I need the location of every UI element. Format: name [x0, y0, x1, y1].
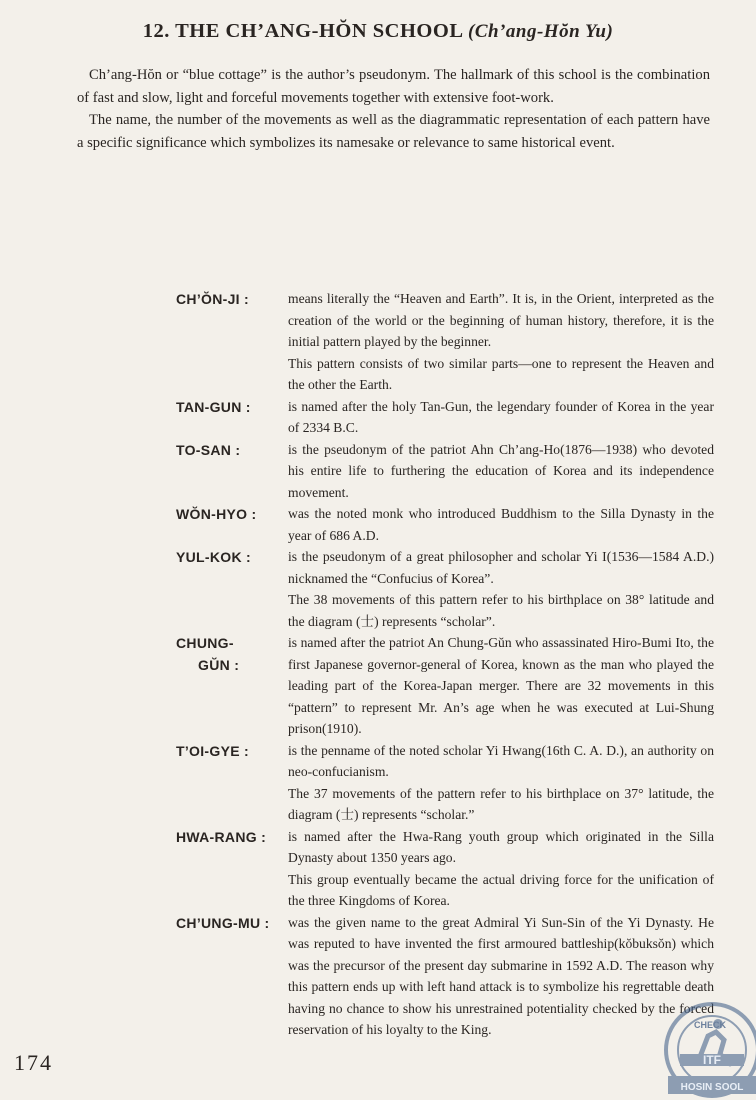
pattern-name — [176, 632, 288, 740]
description-paragraph: means literally the “Heaven and Earth”. It is, in the Orient, interpreted as the creation of the world or the beginning of human history, therefore, it is the initial pattern played by the beginner. — [288, 291, 714, 349]
pattern-name — [176, 740, 288, 826]
pattern-name — [176, 439, 288, 504]
intro-paragraph: Ch’ang-Hŏn or “blue cottage” is the author’s pseudonym. The hallmark of this school is the combination of fast and slow, light and forceful movements together with extensive foot-work. — [77, 67, 710, 106]
description-paragraph: is named after the holy Tan-Gun, the legendary founder of Korea in the year of 2334 B.C. — [288, 398, 714, 435]
description-paragraph: was the noted monk who introduced Buddhism to the Silla Dynasty in the year of 686 A.D. — [288, 506, 714, 543]
pattern-description — [288, 546, 714, 632]
description-paragraph: The 38 movements of this pattern refer to his birthplace on 38° latitude and the diagram (士) represents “scholar”. — [288, 592, 714, 629]
description-paragraph: is the penname of the noted scholar Yi Hwang(16th C. A. D.), an authority on neo-confucianism. — [288, 742, 714, 779]
pattern-name — [176, 826, 288, 912]
pattern-list — [176, 288, 714, 1041]
itf-hosin-sool-logo — [650, 992, 756, 1100]
pattern-entry — [176, 546, 714, 632]
logo-bottom-text: HOSIN SOOL — [680, 1082, 744, 1093]
description-paragraph: is the pseudonym of the patriot Ahn Ch’ang-Ho(1876—1938) who devoted his entire life to furthering the education of Korea and its independence movement. — [288, 441, 714, 500]
pattern-name-text: T’OI-GYE : — [176, 742, 249, 759]
description-paragraph: The 37 movements of the pattern refer to his birthplace on 37° latitude, the diagram (士) represents “scholar.” — [288, 785, 714, 822]
pattern-entry — [176, 740, 714, 826]
pattern-description — [288, 288, 714, 396]
pattern-entry — [176, 288, 714, 396]
pattern-name-text: TO-SAN : — [176, 441, 241, 458]
description-paragraph: is named after the Hwa-Rang youth group which originated in the Silla Dynasty about 1350 years ago. — [288, 828, 714, 865]
pattern-name-text-line2: GŬN : — [198, 656, 240, 673]
pattern-name-text: CHUNG- — [176, 635, 234, 651]
description-paragraph: This pattern consists of two similar parts—one to represent the Heaven and the other the Earth. — [288, 355, 714, 392]
pattern-description — [288, 826, 714, 912]
pattern-description — [288, 503, 714, 546]
heading-main: 12. THE CH’ANG-HŎN SCHOOL — [142, 20, 463, 42]
page-heading — [0, 20, 756, 43]
pattern-name-text: YUL-KOK : — [176, 549, 252, 565]
intro-text — [77, 64, 710, 154]
pattern-name — [176, 546, 288, 632]
description-paragraph: This group eventually became the actual driving force for the unification of the three Kingdoms of Korea. — [288, 871, 714, 908]
heading-sub: (Ch’ang-Hŏn Yu) — [468, 21, 614, 42]
logo-top-text: CHECK — [693, 1020, 727, 1030]
pattern-entry — [176, 912, 714, 1041]
pattern-name — [176, 503, 288, 546]
pattern-entry — [176, 826, 714, 912]
pattern-entry — [176, 632, 714, 740]
logo-mid-text: ITF — [703, 1053, 721, 1067]
pattern-description — [288, 740, 714, 826]
pattern-entry — [176, 396, 714, 439]
pattern-name-text: WŎN-HYO : — [176, 506, 257, 522]
pattern-name-text: HWA-RANG : — [176, 828, 267, 845]
pattern-name-text: CH’UNG-MU : — [176, 914, 270, 931]
pattern-name — [176, 396, 288, 439]
intro-paragraph: The name, the number of the movements as well as the diagrammatic representation of each pattern have a specific significance which symbolizes its namesake or relevance to same historical event. — [77, 112, 710, 151]
pattern-name — [176, 912, 288, 1041]
pattern-name-text: TAN-GUN : — [176, 398, 251, 415]
description-paragraph: is named after the patriot An Chung-Gŭn who assassinated Hiro-Bumi Ito, the first Japanese governor-general of Korea, known as the man who played the leading part of the Korea-Japan merger. There are 32 movements in this “pattern” to represent Mr. An’s age when he was executed at Lui-Shung prison(1910). — [288, 635, 714, 736]
pattern-name-text: CH’ŎN-JI : — [176, 291, 249, 307]
pattern-description — [288, 396, 714, 439]
pattern-entry — [176, 503, 714, 546]
pattern-description — [288, 439, 714, 504]
pattern-description — [288, 632, 714, 740]
page-number: 174 — [14, 1050, 53, 1075]
pattern-entry — [176, 439, 714, 504]
description-paragraph: is the pseudonym of a great philosopher and scholar Yi I(1536—1584 A.D.) nicknamed the “Confucius of Korea”. — [288, 549, 714, 586]
pattern-name — [176, 288, 288, 396]
description-paragraph: was the given name to the great Admiral Yi Sun-Sin of the Yi Dynasty. He was reputed to have invented the first armoured battleship(kŏbuksŏn) which was the precursor of the present day submarine in 1592 A.D. The reason why this pattern ends up with left hand attack is to symbolize his regrettable death having no chance to show his unrestrained potentiality checked by the forced reservation of his loyalty to the King. — [288, 914, 714, 1037]
